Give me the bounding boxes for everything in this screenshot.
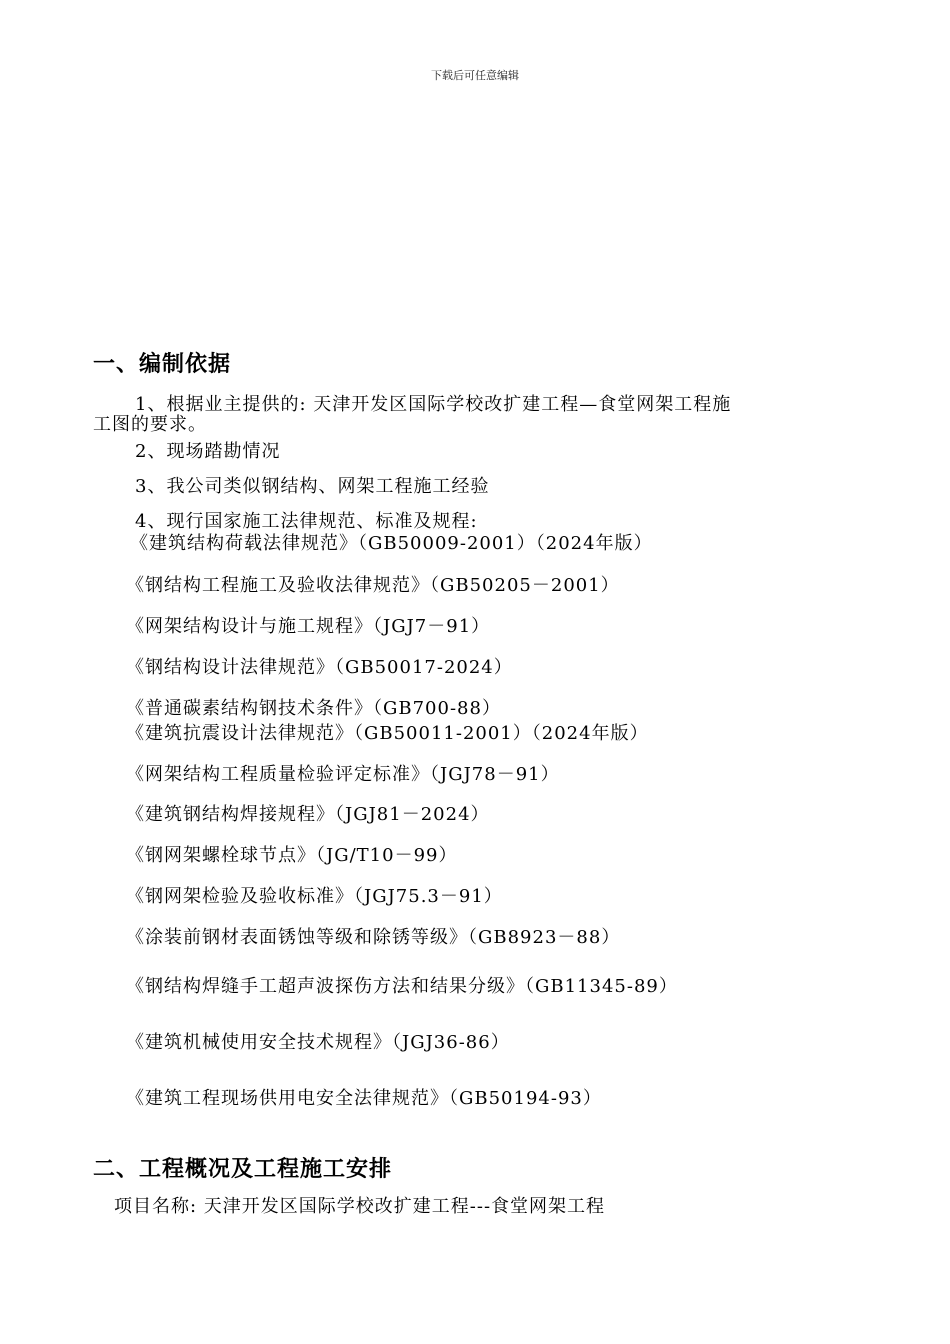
basis-item-4: 4、现行国家施工法律规范、标准及规程: <box>135 511 478 532</box>
standard-item: 《建筑抗震设计法律规范》（GB50011-2001）（2024年版） <box>126 723 649 744</box>
standard-item: 《建筑机械使用安全技术规程》（JGJ36-86） <box>126 1032 510 1053</box>
project-name: 项目名称: 天津开发区国际学校改扩建工程---食堂网架工程 <box>114 1196 606 1217</box>
standard-item: 《网架结构工程质量检验评定标准》（JGJ78－91） <box>126 764 560 785</box>
standard-item: 《钢结构焊缝手工超声波探伤方法和结果分级》（GB11345-89） <box>126 976 678 997</box>
page-header-note: 下载后可任意编辑 <box>431 69 519 82</box>
standard-item: 《普通碳素结构钢技术条件》（GB700-88） <box>126 698 501 719</box>
standard-item: 《钢网架检验及验收标准》（JGJ75.3－91） <box>126 886 503 907</box>
standard-item: 《建筑结构荷载法律规范》（GB50009-2001）（2024年版） <box>130 533 653 554</box>
standard-item: 《钢结构设计法律规范》（GB50017-2024） <box>126 657 513 678</box>
standard-item: 《钢结构工程施工及验收法律规范》（GB50205－2001） <box>126 575 620 596</box>
basis-item-1-line2: 工图的要求。 <box>93 414 207 435</box>
standard-item: 《钢网架螺栓球节点》（JG/T10－99） <box>126 845 458 866</box>
standard-item: 《网架结构设计与施工规程》（JGJ7－91） <box>126 616 491 637</box>
standard-item: 《建筑钢结构焊接规程》（JGJ81－2024） <box>126 804 490 825</box>
standard-item: 《建筑工程现场供用电安全法律规范》（GB50194-93） <box>126 1088 602 1109</box>
basis-item-3: 3、我公司类似钢结构、网架工程施工经验 <box>135 476 490 497</box>
standard-item: 《涂装前钢材表面锈蚀等级和除锈等级》（GB8923－88） <box>126 927 621 948</box>
section-1-title: 一、编制依据 <box>93 351 232 377</box>
basis-item-1-line1: 1、根据业主提供的: 天津开发区国际学校改扩建工程—食堂网架工程施 <box>135 394 732 415</box>
section-2-title: 二、工程概况及工程施工安排 <box>93 1156 393 1182</box>
basis-item-2: 2、现场踏勘情况 <box>135 441 281 462</box>
